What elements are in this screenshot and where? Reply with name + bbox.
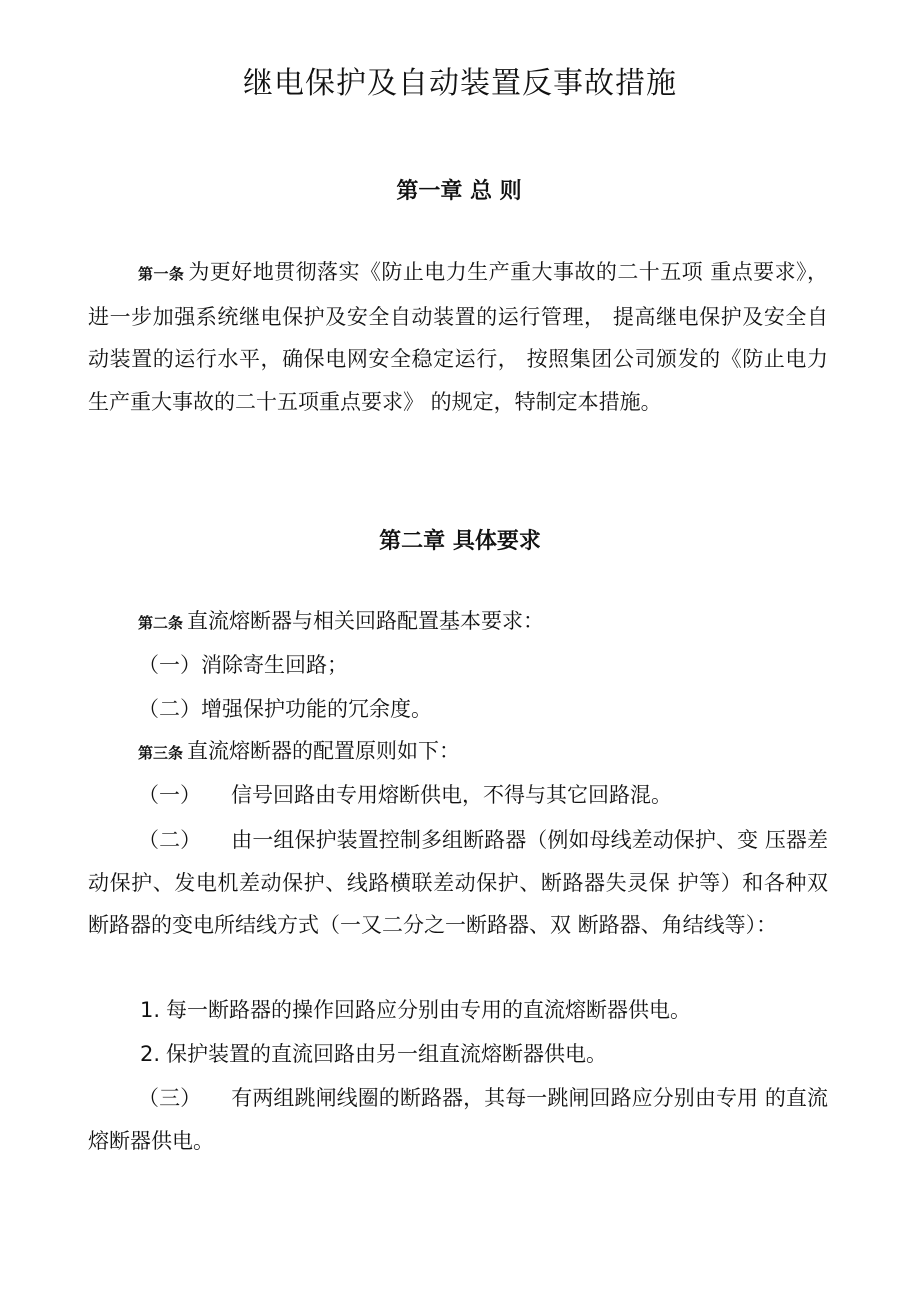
article-3-paragraph: [138, 736, 460, 768]
article-2-item-2: （二）增强保护功能的冗余度。: [138, 697, 432, 721]
article-3-subitem-1: [140, 995, 691, 1025]
chapter-2-heading: 第二章 具体要求: [379, 529, 541, 554]
article-1-label: 第一条: [138, 265, 185, 283]
article-3-item-1-marker: （一）: [138, 783, 201, 807]
article-3-text: 直流熔断器的配置原则如下：: [187, 739, 461, 763]
article-2-label: 第二条: [138, 614, 184, 632]
article-3-subitem-1-number: 1.: [140, 998, 161, 1022]
document-title: 继电保护及自动装置反事故措施: [243, 66, 677, 101]
article-3-item-1: [138, 780, 672, 810]
article-2-paragraph: [138, 606, 544, 638]
article-2-item-1: （一）消除寄生回路；: [138, 653, 348, 677]
article-1-text: 为更好地贯彻落实《防止电力生产重大事故的二十五项 重点要求》，进一步加强系统继电保护及安全自动装置的运行管理， 提高继电保护及安全自动装置的运行水平，确保电网安全稳定运行， 按照集团公司颁发的《防止电力生产重大事故的二十五项重点要求》 的规定，特制定本措施。: [88, 260, 828, 414]
article-2-text: 直流熔断器与相关回路配置基本要求：: [187, 609, 545, 633]
article-3-item-3-text: 有两组跳闸线圈的断路器，其每一跳闸回路应分别由专用 的直流熔断器供电。: [88, 1086, 828, 1153]
article-3-subitem-2-number: 2.: [140, 1042, 161, 1066]
article-3-item-2-marker: （二）: [138, 828, 202, 852]
article-3-item-2-text: 由一组保护装置控制多组断路器（例如母线差动保护、变 压器差动保护、发电机差动保护、线路横联差动保护、断路器失灵保 护等）和各种双断路器的变电所结线方式（一又二分之一断路器、双 断路器、角结线等）：: [88, 828, 828, 937]
article-1-paragraph: [88, 251, 828, 423]
article-3-subitem-2-text: 保护装置的直流回路由另一组直流熔断器供电。: [166, 1042, 607, 1066]
article-3-item-2: [88, 819, 828, 947]
article-3-item-3-marker: （三）: [138, 1086, 202, 1110]
article-3-subitem-1-text: 每一断路器的操作回路应分别由专用的直流熔断器供电。: [166, 998, 691, 1022]
article-3-subitem-2: [140, 1039, 607, 1069]
chapter-1-heading: 第一章 总 则: [396, 179, 522, 204]
article-3-item-3: [88, 1077, 828, 1162]
article-3-item-1-text: 信号回路由专用熔断供电，不得与其它回路混。: [231, 783, 672, 807]
article-3-label: 第三条: [138, 744, 184, 762]
